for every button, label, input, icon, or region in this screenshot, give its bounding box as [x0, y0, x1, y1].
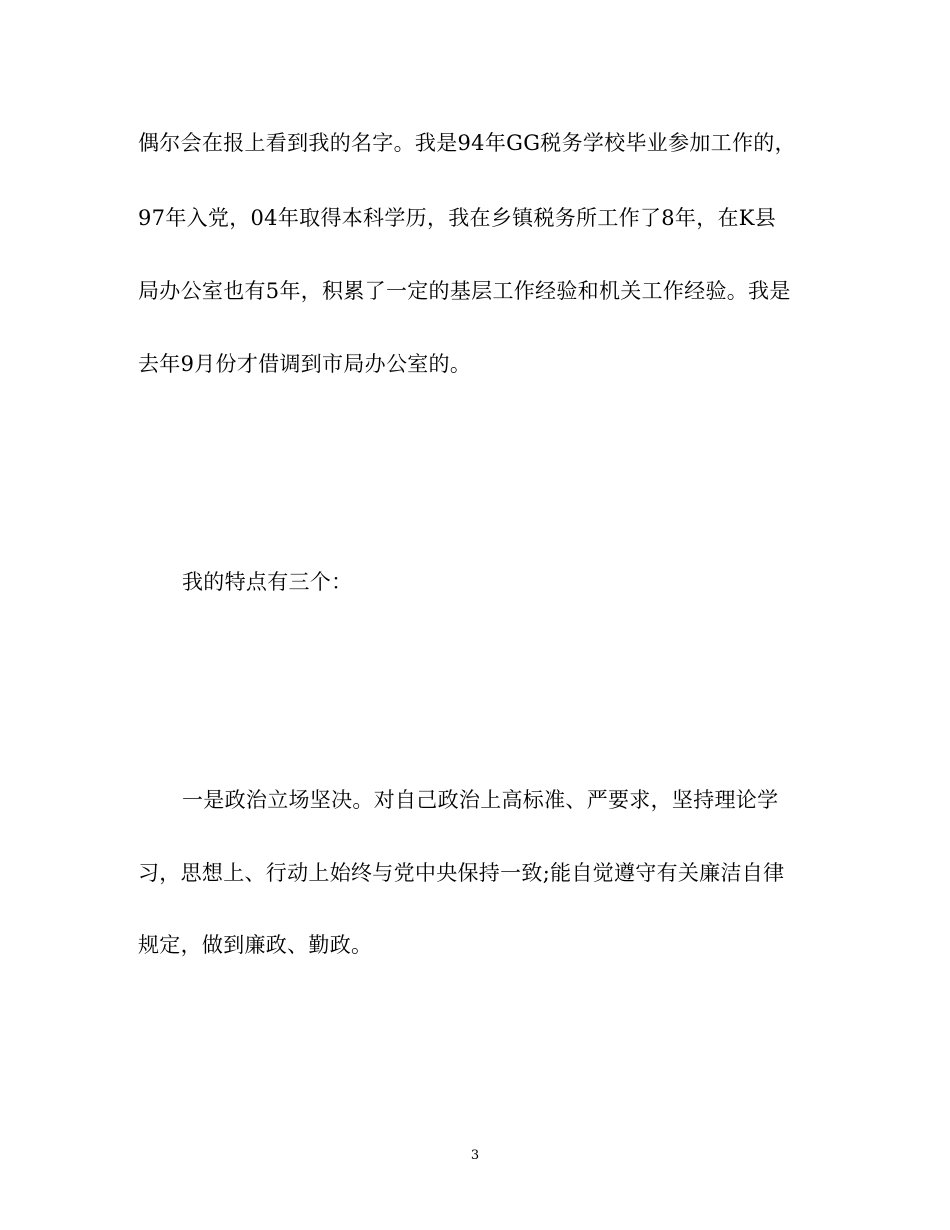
paragraph-1-line-4: 去年9月份才借调到市局办公室的。	[138, 352, 472, 376]
paragraph-1-line-3: 局办公室也有5年，积累了一定的基层工作经验和机关工作经验。我是	[138, 279, 791, 303]
paragraph-1-line-1: 偶尔会在报上看到我的名字。我是94年GG税务学校毕业参加工作的，	[138, 131, 796, 155]
paragraph-3-line-1: 一是政治立场坚决。对自己政治上高标准、严要求，坚持理论学	[182, 788, 779, 812]
paragraph-3-line-2: 习，思想上、行动上始终与党中央保持一致;能自觉遵守有关廉洁自律	[138, 861, 785, 885]
paragraph-3-line-3: 规定，做到廉政、勤政。	[138, 933, 373, 957]
page-number: 3	[470, 1148, 480, 1163]
paragraph-2-line-1: 我的特点有三个：	[182, 570, 353, 594]
paragraph-1-line-2: 97年入党，04年取得本科学历，我在乡镇税务所工作了8年，在K县	[138, 206, 777, 230]
